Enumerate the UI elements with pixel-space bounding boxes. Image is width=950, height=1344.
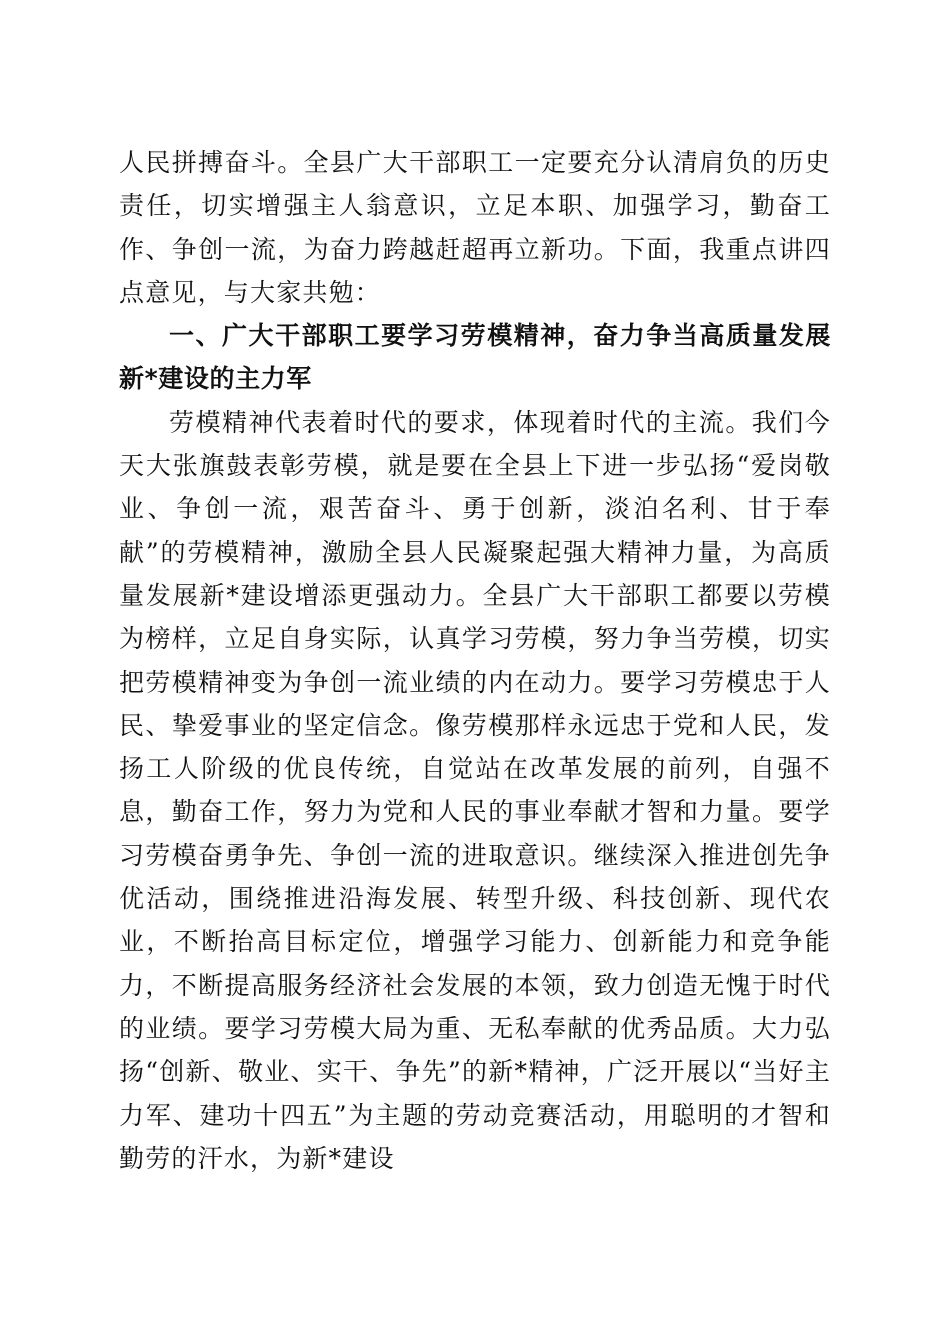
section-heading: 一、广大干部职工要学习劳模精神，奋力争当高质量发展新*建设的主力军 xyxy=(119,321,831,394)
document-body xyxy=(119,141,831,1180)
body-paragraph: 劳模精神代表着时代的要求，体现着时代的主流。我们今天大张旗鼓表彰劳模，就是要在全县上下进一步弘扬“爱岗敬业、争创一流，艰苦奋斗、勇于创新，淡泊名利、甘于奉献”的劳模精神，激励全县人民凝聚起强大精神力量，为高质量发展新*建设增添更强动力。全县广大干部职工都要以劳模为榜样，立足自身实际，认真学习劳模，努力争当劳模，切实把劳模精神变为争创一流业绩的内在动力。要学习劳模忠于人民、挚爱事业的坚定信念。像劳模那样永远忠于党和人民，发扬工人阶级的优良传统，自觉站在改革发展的前列，自强不息，勤奋工作，努力为党和人民的事业奉献才智和力量。要学习劳模奋勇争先、争创一流的进取意识。继续深入推进创先争优活动，围绕推进沿海发展、转型升级、科技创新、现代农业，不断抬高目标定位，增强学习能力、创新能力和竞争能力，不断提高服务经济社会发展的本领，致力创造无愧于时代的业绩。要学习劳模大局为重、无私奉献的优秀品质。大力弘扬“创新、敬业、实干、争先”的新*精神，广泛开展以“当好主力军、建功十四五”为主题的劳动竞赛活动，用聪明的才智和勤劳的汗水，为新*建设 xyxy=(119,407,831,1173)
intro-paragraph: 人民拼搏奋斗。全县广大干部职工一定要充分认清肩负的历史责任，切实增强主人翁意识，立足本职、加强学习，勤奋工作、争创一流，为奋力跨越赶超再立新功。下面，我重点讲四点意见，与大家共勉： xyxy=(119,148,831,307)
